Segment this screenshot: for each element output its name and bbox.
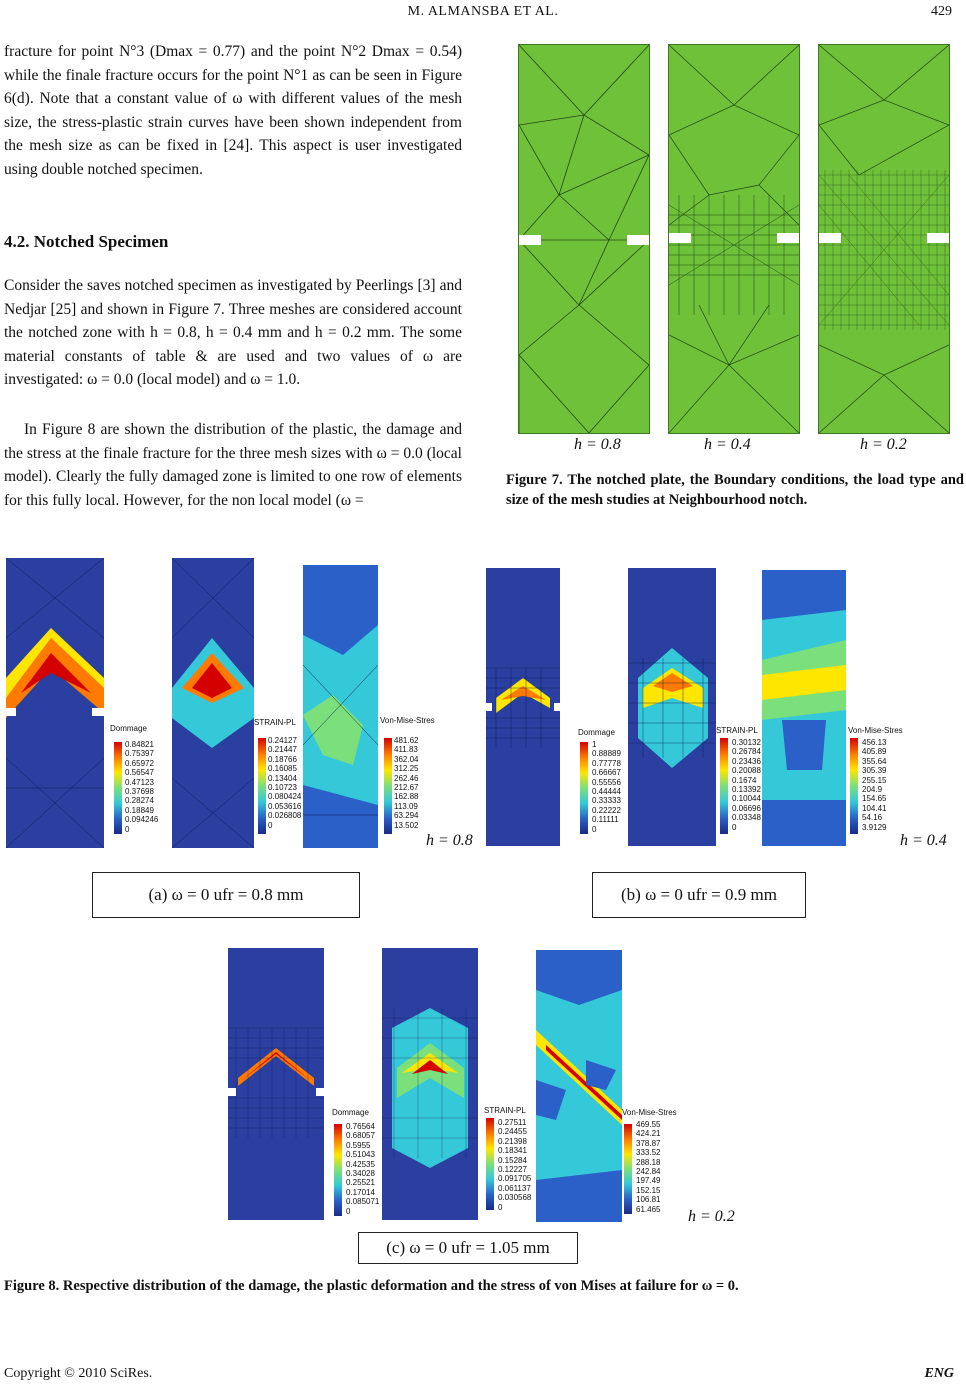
fig8c-legend-damage-title: Dommage (332, 1108, 369, 1117)
fig8b-legend-damage-title: Dommage (578, 728, 615, 737)
fig8c-legend-strain-title: STRAIN-PL (484, 1106, 526, 1115)
fig8c-strain-plot (382, 948, 478, 1220)
fig8b-colorbar-damage (580, 742, 588, 834)
fig8c-subcaption: (c) ω = 0 ufr = 1.05 mm (358, 1232, 578, 1264)
fig8a-damage-field (6, 558, 104, 848)
fig8b-stress-plot (762, 570, 846, 846)
fig8a-legend-strain: 0.24127 0.21447 0.18766 0.16085 0.13404 0.10723 0.080424 0.053616 0.026808 0 (268, 736, 302, 830)
fig8b-colorbar-strain (720, 738, 728, 834)
fig8c-colorbar-damage (334, 1124, 342, 1216)
fig8b-legend-stress-title: Von-Mise-Stres (848, 726, 903, 735)
paragraph-3: In Figure 8 are shown the distribution of the plastic, the damage and the stress at the finale fracture for the three mesh sizes with ω = 0.0 (local model). Clearly the fully damaged zone is limited to one row of elements for this fully local. However, for the non local model (ω = (4, 421, 462, 509)
fig8b-colorbar-stress (850, 738, 858, 834)
fig8a-colorbar-stress (384, 738, 392, 834)
fig8a-damage-plot (6, 558, 104, 848)
fig8b-subcaption: (b) ω = 0 ufr = 0.9 mm (592, 872, 806, 918)
fig8c-legend-stress: 469.55 424.21 378.87 333.52 288.18 242.84 197.49 152.15 106.81 61.465 (636, 1120, 661, 1214)
fig8a-stress-field (303, 565, 378, 848)
fig8b-strain-field (628, 568, 716, 846)
figure8-caption: Figure 8. Respective distribution of the damage, the plastic deformation and the stress of von Mises at failure for ω = 0. (4, 1278, 739, 1294)
fig8c-damage-plot (228, 948, 324, 1220)
fig8b-strain-plot (628, 568, 716, 846)
mesh-plate-fine (818, 44, 950, 434)
fig8b-legend-strain: 0.30132 0.26784 0.23436 0.20088 0.1674 0.13392 0.10044 0.06696 0.03348 0 (732, 738, 761, 832)
fig8c-legend-stress-title: Von-Mise-Stres (622, 1108, 677, 1117)
page-number: 429 (931, 4, 952, 19)
fig8a-strain-plot (172, 558, 254, 848)
fig8c-stress-field (536, 950, 622, 1222)
fig8a-h-label: h = 0.8 (426, 832, 473, 849)
fig8b-legend-stress: 456.13 405.89 355.64 305.39 255.15 204.9 154.65 104.41 54.16 3.9129 (862, 738, 887, 832)
fig8b-h-label: h = 0.4 (900, 832, 947, 849)
fig8c-colorbar-strain (486, 1118, 494, 1210)
fig8a-subcaption: (a) ω = 0 ufr = 0.8 mm (92, 872, 360, 918)
fig8c-stress-plot (536, 950, 622, 1222)
fig8b-legend-damage: 1 0.88889 0.77778 0.66667 0.55556 0.44444 0.33333 0.22222 0.11111 0 (592, 740, 621, 834)
fig8a-legend-stress: 481.62 411.83 362.04 312.25 262.46 212.67 162.88 113.09 63.294 13.502 (394, 736, 419, 830)
left-column (4, 40, 462, 182)
fig7-label-h08: h = 0.8 (574, 436, 621, 453)
fig8c-legend-strain: 0.27511 0.24455 0.21398 0.18341 0.15284 0.12227 0.091705 0.061137 0.030568 0 (498, 1118, 532, 1212)
paragraph-1: fracture for point N°3 (Dmax = 0.77) and the point N°2 Dmax = 0.54) while the finale fracture occurs for the point N°1 as can be seen in Figure 6(d). Note that a constant value of ω with different values of the mesh size, the stress-plastic strain curves have been shown independent from the mesh size as can be fixed in [24]. This aspect is user investigated using double notched specimen. (4, 43, 462, 178)
fig8a-legend-damage: 0.84821 0.75397 0.65972 0.56547 0.47123 0.37698 0.28274 0.18849 0.094246 0 (125, 740, 159, 834)
fig8a-colorbar-strain (258, 738, 266, 834)
section-heading: 4.2. Notched Specimen (4, 232, 169, 251)
fig8a-legend-stress-title: Von-Mise-Stres (380, 716, 435, 725)
footer-journal: ENG (924, 1366, 954, 1381)
paragraph-2: Consider the saves notched specimen as investigated by Peerlings [3] and Nedjar [25] and shown in Figure 7. Three meshes are considered account the notched zone with h = 0.8, h = 0.4 mm and h = 0.2 mm. The some material constants of table & are used and two values of ω are investigated: ω = 0.0 (local model) and ω = 1.0. (4, 277, 462, 389)
fig7-label-h04: h = 0.4 (704, 436, 751, 453)
running-title: M. ALMANSBA ET AL. (407, 4, 559, 19)
fig8a-stress-plot (303, 565, 378, 848)
fig7-label-h02: h = 0.2 (860, 436, 907, 453)
fig8c-colorbar-stress (624, 1124, 632, 1214)
paragraph-2-block (4, 274, 462, 392)
fig8a-strain-field (172, 558, 254, 848)
mesh-plate-coarse (518, 44, 650, 434)
fig8c-damage-field (228, 948, 324, 1220)
page-header (0, 0, 966, 24)
footer-copyright: Copyright © 2010 SciRes. (4, 1366, 153, 1381)
fig8a-colorbar-damage (114, 742, 122, 834)
fig8a-legend-damage-title: Dommage (110, 724, 147, 733)
figure7-caption: Figure 7. The notched plate, the Boundary conditions, the load type and size of the mesh studies at Neighbourhood notch. (506, 472, 964, 508)
fig8a-legend-strain-title: STRAIN-PL (254, 718, 296, 727)
fig8b-damage-plot (486, 568, 560, 846)
fig8b-stress-field (762, 570, 846, 846)
fig8c-legend-damage: 0.76564 0.68057 0.5955 0.51043 0.42535 0.34028 0.25521 0.17014 0.085071 0 (346, 1122, 380, 1216)
paragraph-3-block (4, 418, 462, 512)
fig8b-damage-field (486, 568, 560, 846)
fig8b-legend-strain-title: STRAIN-PL (716, 726, 758, 735)
fig8c-strain-field (382, 948, 478, 1220)
mesh-plate-medium (668, 44, 800, 434)
fig8c-h-label: h = 0.2 (688, 1208, 735, 1225)
